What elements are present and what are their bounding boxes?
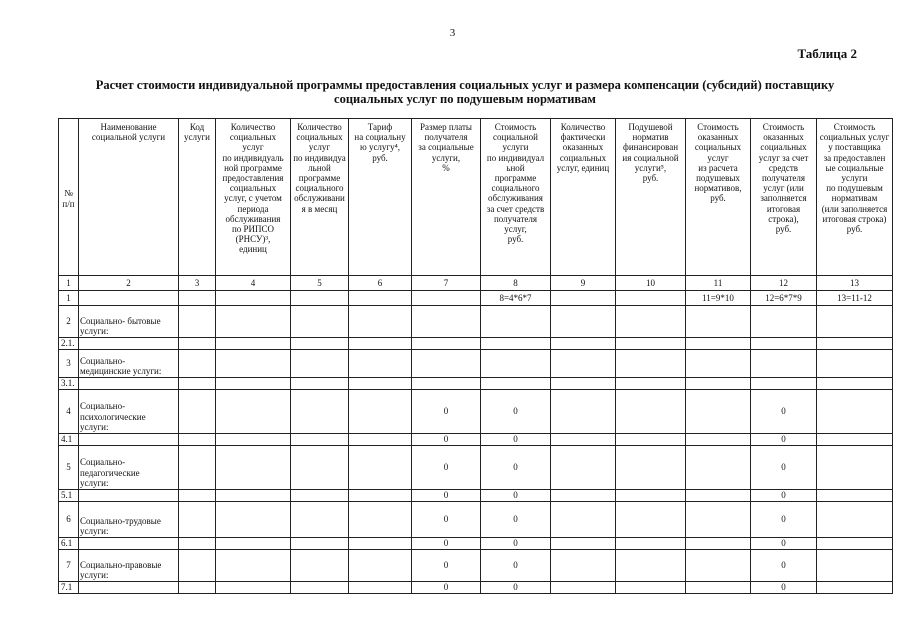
table-cell [551, 390, 616, 434]
table-cell [179, 434, 216, 446]
table-cell [79, 538, 179, 550]
table-cell [349, 306, 412, 338]
table-cell [817, 490, 893, 502]
table-cell [349, 291, 412, 306]
column-number: 8 [481, 276, 551, 291]
table-cell [817, 378, 893, 390]
table-cell [817, 350, 893, 378]
table-cell [616, 538, 686, 550]
cost-recipient-cell [481, 338, 551, 350]
table-cell [349, 390, 412, 434]
table-cell [349, 350, 412, 378]
table-cell [817, 550, 893, 582]
cost-recipient-funds-cell [751, 378, 817, 390]
table-cell [179, 538, 216, 550]
table-cell [349, 338, 412, 350]
payment-percent-cell: 0 [412, 490, 481, 502]
cost-recipient-funds-cell [751, 306, 817, 338]
table-cell [291, 291, 349, 306]
table-cell [291, 350, 349, 378]
formula-cost-norms: 11=9*10 [686, 291, 751, 306]
header-cost-recipient: Стоимость социальной услуги по индивидуал ьной программе социального обслуживания за счет средств получателя услуг, руб. [481, 119, 551, 276]
table-cell [291, 434, 349, 446]
table-cell [179, 291, 216, 306]
header-cost-norms: Стоимость оказанных социальных услуг из расчета подушевых нормативов, руб. [686, 119, 751, 276]
table-cell [349, 550, 412, 582]
table-cell [686, 350, 751, 378]
table-cell [179, 502, 216, 538]
table-cell [79, 338, 179, 350]
table-cell [551, 502, 616, 538]
document-title: Расчет стоимости индивидуальной программы предоставления социальных услуг и размера компенсации (субсидий) поставщику социальных услуг по подушевым нормативам [95, 78, 835, 106]
cost-recipient-funds-cell [751, 338, 817, 350]
table-cell [551, 306, 616, 338]
table-cell [686, 378, 751, 390]
payment-percent-cell: 0 [412, 538, 481, 550]
table-cell [817, 582, 893, 594]
table-row [59, 350, 893, 378]
subrow-number: 2.1. [59, 338, 79, 350]
table-cell [616, 291, 686, 306]
table-cell [616, 446, 686, 490]
table-cell [216, 390, 291, 434]
header-num: № п/п [59, 119, 79, 276]
cost-recipient-cell: 0 [481, 390, 551, 434]
table-cell [216, 434, 291, 446]
table-cell [686, 446, 751, 490]
column-number: 12 [751, 276, 817, 291]
table-cell [349, 446, 412, 490]
row-number: 3 [59, 350, 79, 378]
header-row [59, 119, 893, 276]
table-cell [179, 390, 216, 434]
header-services-count-month: Количество социальных услуг по индивидуа льной программе социального обслуживани я в месяц [291, 119, 349, 276]
table-subrow [59, 434, 893, 446]
cost-recipient-funds-cell: 0 [751, 446, 817, 490]
table-cell [817, 390, 893, 434]
column-number: 3 [179, 276, 216, 291]
column-number: 7 [412, 276, 481, 291]
table-cell [291, 338, 349, 350]
table-cell [551, 434, 616, 446]
column-number-row [59, 276, 893, 291]
column-number: 6 [349, 276, 412, 291]
table-cell [817, 338, 893, 350]
table-cell [216, 538, 291, 550]
payment-percent-cell: 0 [412, 502, 481, 538]
payment-percent-cell: 0 [412, 446, 481, 490]
table-cell [686, 306, 751, 338]
cost-recipient-cell: 0 [481, 434, 551, 446]
cost-recipient-funds-cell: 0 [751, 582, 817, 594]
column-number: 4 [216, 276, 291, 291]
table-cell [291, 538, 349, 550]
formula-row [59, 291, 893, 306]
column-number: 5 [291, 276, 349, 291]
row-number: 5 [59, 446, 79, 490]
table-cell [216, 291, 291, 306]
table-cell [179, 350, 216, 378]
formula-num: 1 [59, 291, 79, 306]
table-cell [79, 490, 179, 502]
table-cell [686, 538, 751, 550]
subrow-number: 7.1 [59, 582, 79, 594]
table-cell [616, 378, 686, 390]
table-subrow [59, 338, 893, 350]
table-cell [551, 350, 616, 378]
table-cell [349, 502, 412, 538]
table-cell [179, 490, 216, 502]
table-cell [291, 446, 349, 490]
table-cell [551, 446, 616, 490]
subrow-number: 3.1. [59, 378, 79, 390]
row-number: 7 [59, 550, 79, 582]
table-cell [291, 550, 349, 582]
table-row [59, 390, 893, 434]
service-section-name: Социально-правовые услуги: [79, 550, 179, 582]
table-cell [686, 338, 751, 350]
header-payment-percent: Размер платы получателя за социальные услуги, % [412, 119, 481, 276]
table-row [59, 306, 893, 338]
table-cell [616, 502, 686, 538]
row-number: 4 [59, 390, 79, 434]
service-section-name: Социально-трудовые услуги: [79, 502, 179, 538]
table-cell [179, 306, 216, 338]
table-cell [686, 502, 751, 538]
column-number: 2 [79, 276, 179, 291]
table-cell [349, 490, 412, 502]
cost-recipient-cell: 0 [481, 550, 551, 582]
table-cell [216, 582, 291, 594]
payment-percent-cell [412, 306, 481, 338]
table-cell [686, 582, 751, 594]
table-cell [179, 446, 216, 490]
table-subrow [59, 378, 893, 390]
table-cell [686, 390, 751, 434]
table-cell [216, 550, 291, 582]
table-subrow [59, 538, 893, 550]
cost-recipient-cell: 0 [481, 446, 551, 490]
table-cell [551, 291, 616, 306]
payment-percent-cell: 0 [412, 550, 481, 582]
cost-recipient-cell [481, 306, 551, 338]
table-cell [551, 582, 616, 594]
page-number: 3 [449, 27, 456, 39]
payment-percent-cell [412, 338, 481, 350]
table-cell [179, 550, 216, 582]
table-cell [616, 434, 686, 446]
subrow-number: 5.1 [59, 490, 79, 502]
table-subrow [59, 582, 893, 594]
service-section-name: Социально- медицинские услуги: [79, 350, 179, 378]
formula-cost-recipient-funds: 12=6*7*9 [751, 291, 817, 306]
table-cell [616, 350, 686, 378]
table-cell [551, 550, 616, 582]
cost-recipient-cell: 0 [481, 538, 551, 550]
service-section-name: Социально- психологические услуги: [79, 390, 179, 434]
table-cell [179, 582, 216, 594]
table-cell [551, 490, 616, 502]
subrow-number: 6.1 [59, 538, 79, 550]
table-cell [551, 538, 616, 550]
cost-recipient-cell: 0 [481, 490, 551, 502]
table-cell [216, 378, 291, 390]
cost-table [58, 118, 893, 594]
table-subrow [59, 490, 893, 502]
table-cell [291, 582, 349, 594]
cost-recipient-funds-cell: 0 [751, 502, 817, 538]
header-actual-count: Количество фактически оказанных социальных услуг, единиц [551, 119, 616, 276]
table-cell [686, 490, 751, 502]
column-number: 1 [59, 276, 79, 291]
table-cell [616, 306, 686, 338]
cost-recipient-funds-cell: 0 [751, 390, 817, 434]
table-cell [551, 378, 616, 390]
cost-recipient-funds-cell: 0 [751, 490, 817, 502]
table-cell [349, 378, 412, 390]
table-cell [291, 390, 349, 434]
table-cell [216, 490, 291, 502]
payment-percent-cell: 0 [412, 390, 481, 434]
cost-recipient-funds-cell: 0 [751, 550, 817, 582]
table-cell [291, 306, 349, 338]
table-cell [616, 490, 686, 502]
table-cell [412, 291, 481, 306]
table-cell [79, 434, 179, 446]
table-cell [817, 434, 893, 446]
table-cell [616, 550, 686, 582]
table-cell [817, 446, 893, 490]
row-number: 6 [59, 502, 79, 538]
table-cell [616, 390, 686, 434]
table-cell [686, 550, 751, 582]
table-cell [817, 306, 893, 338]
row-number: 2 [59, 306, 79, 338]
header-per-capita-norm: Подушевой норматив финансирован ия социальной услуги⁵, руб. [616, 119, 686, 276]
table-cell [216, 338, 291, 350]
table-cell [349, 538, 412, 550]
table-label: Таблица 2 [797, 46, 857, 61]
table-cell [817, 502, 893, 538]
section-rows [59, 306, 893, 594]
table-cell [179, 338, 216, 350]
table-cell [216, 350, 291, 378]
column-number: 9 [551, 276, 616, 291]
column-number: 13 [817, 276, 893, 291]
table-cell [291, 502, 349, 538]
table-cell [79, 582, 179, 594]
table-cell [817, 538, 893, 550]
table-cell [551, 338, 616, 350]
cost-recipient-funds-cell: 0 [751, 538, 817, 550]
column-number: 11 [686, 276, 751, 291]
table-cell [79, 291, 179, 306]
header-service-name: Наименование социальной услуги [79, 119, 179, 276]
subrow-number: 4.1 [59, 434, 79, 446]
table-cell [349, 434, 412, 446]
service-section-name: Социально- бытовые услуги: [79, 306, 179, 338]
table-cell [179, 378, 216, 390]
table-cell [216, 306, 291, 338]
cost-recipient-cell: 0 [481, 582, 551, 594]
table-row [59, 550, 893, 582]
table-cell [79, 378, 179, 390]
payment-percent-cell: 0 [412, 582, 481, 594]
table-cell [216, 502, 291, 538]
cost-recipient-funds-cell: 0 [751, 434, 817, 446]
formula-cost-recipient: 8=4*6*7 [481, 291, 551, 306]
table-cell [349, 582, 412, 594]
header-service-code: Код услуги [179, 119, 216, 276]
table-cell [291, 490, 349, 502]
table-row [59, 502, 893, 538]
table-cell [616, 582, 686, 594]
cost-recipient-cell: 0 [481, 502, 551, 538]
table-cell [616, 338, 686, 350]
table-cell [216, 446, 291, 490]
cost-recipient-cell [481, 378, 551, 390]
payment-percent-cell: 0 [412, 434, 481, 446]
payment-percent-cell [412, 350, 481, 378]
formula-cost-provider: 13=11-12 [817, 291, 893, 306]
header-services-count-program: Количество социальных услуг по индивидуаль ной программе предоставления социальных услуг, с учетом периода обслуживания по РИПСО (РНСУ)³, единиц [216, 119, 291, 276]
cost-recipient-funds-cell [751, 350, 817, 378]
table-row [59, 446, 893, 490]
header-cost-provider: Стоимость социальных услуг у поставщика за предоставлен ые социальные услуги по подушевым нормативам (или заполняется итоговая строка) руб. [817, 119, 893, 276]
cost-recipient-cell [481, 350, 551, 378]
column-number: 10 [616, 276, 686, 291]
payment-percent-cell [412, 378, 481, 390]
table-cell [686, 434, 751, 446]
header-cost-recipient-funds: Стоимость оказанных социальных услуг за счет средств получателя услуг (или заполняется итоговая строка), руб. [751, 119, 817, 276]
header-tariff: Тариф на социальну ю услугу⁴, руб. [349, 119, 412, 276]
service-section-name: Социально- педагогические услуги: [79, 446, 179, 490]
table-cell [291, 378, 349, 390]
